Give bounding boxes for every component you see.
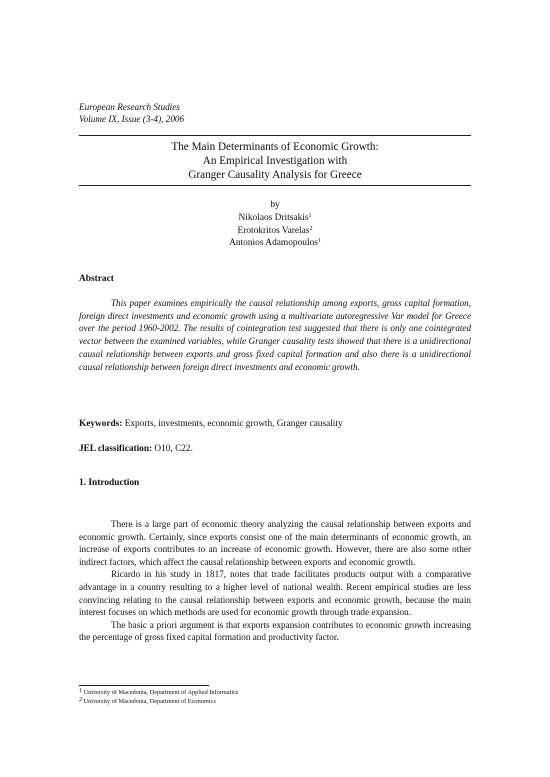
footnote-1: $^1$ University of Macedonia, Department of Applied Informatics xyxy=(79,688,239,696)
author-1: Nikolaos Dritsakis$^1$ xyxy=(238,212,312,223)
journal-volume: Volume IX, Issue (3-4), 2006 xyxy=(79,114,185,124)
paper-title xyxy=(79,140,471,182)
by-label: by xyxy=(270,200,280,210)
title-top-rule xyxy=(79,135,471,136)
introduction-body xyxy=(79,518,471,644)
author-block xyxy=(79,199,471,250)
footnote-rule xyxy=(79,685,209,686)
journal-header xyxy=(79,101,184,125)
title-bottom-rule xyxy=(79,185,471,186)
title-line-1: The Main Determinants of Economic Growth: xyxy=(171,141,379,153)
intro-paragraph-1: There is a large part of economic theory analyzing the causal relationship between exports and economic growth. Certainly, since exports consist one of the main determinants of economic growth, an increase of exports contributes to an increase of economic growth. However, there are also some other indirect factors, which affect the causal relationship between exports and economic growth. xyxy=(79,519,471,567)
intro-paragraph-2: Ricardo in his study in 1817, notes that trade facilitates products output with a comparative advantage in a country resulting to a higher level of national wealth. Recent empirical studies are less convincing relating to the causal relationship between exports and economic growth, because the main interest focuses on which methods are used for economic growth through trade expansion. xyxy=(79,569,471,618)
abstract-text: This paper examines empirically the causal relationship among exports, gross capital formation, foreign direct investments and economic growth using a multivariate autoregressive Var model for Greece over the period 1960-2002. The results of cointegration test suggested that there is only one cointegrated vector between the examined variables, while Granger causality tests showed that there is a unidirectional causal relationship between exports and gross fixed capital formation and also there is a unidirectional causal relationship between foreign direct investments and economic growth. xyxy=(79,298,471,372)
title-line-2: An Empirical Investigation with xyxy=(202,155,348,167)
footnote-2: $^2$ University of Macedonia, Department of Economics xyxy=(79,697,216,705)
title-line-3: Granger Causality Analysis for Greece xyxy=(188,169,362,181)
author-2: Erotokritos Varelas$^2$ xyxy=(237,225,313,236)
author-3: Antonios Adamopoulos$^1$ xyxy=(229,238,321,249)
abstract-heading: Abstract xyxy=(79,274,114,284)
intro-paragraph-3: The basic a priori argument is that exports expansion contributes to economic growth increasing the percentage of gross fixed capital formation and productivity factor. xyxy=(79,619,471,643)
jel-line: JEL classification: O10, C22. xyxy=(79,444,193,454)
keywords-line: Keywords: Exports, investments, economic growth, Granger causality xyxy=(79,419,343,429)
introduction-heading: 1. Introduction xyxy=(79,478,140,488)
journal-name: European Research Studies xyxy=(79,102,180,112)
